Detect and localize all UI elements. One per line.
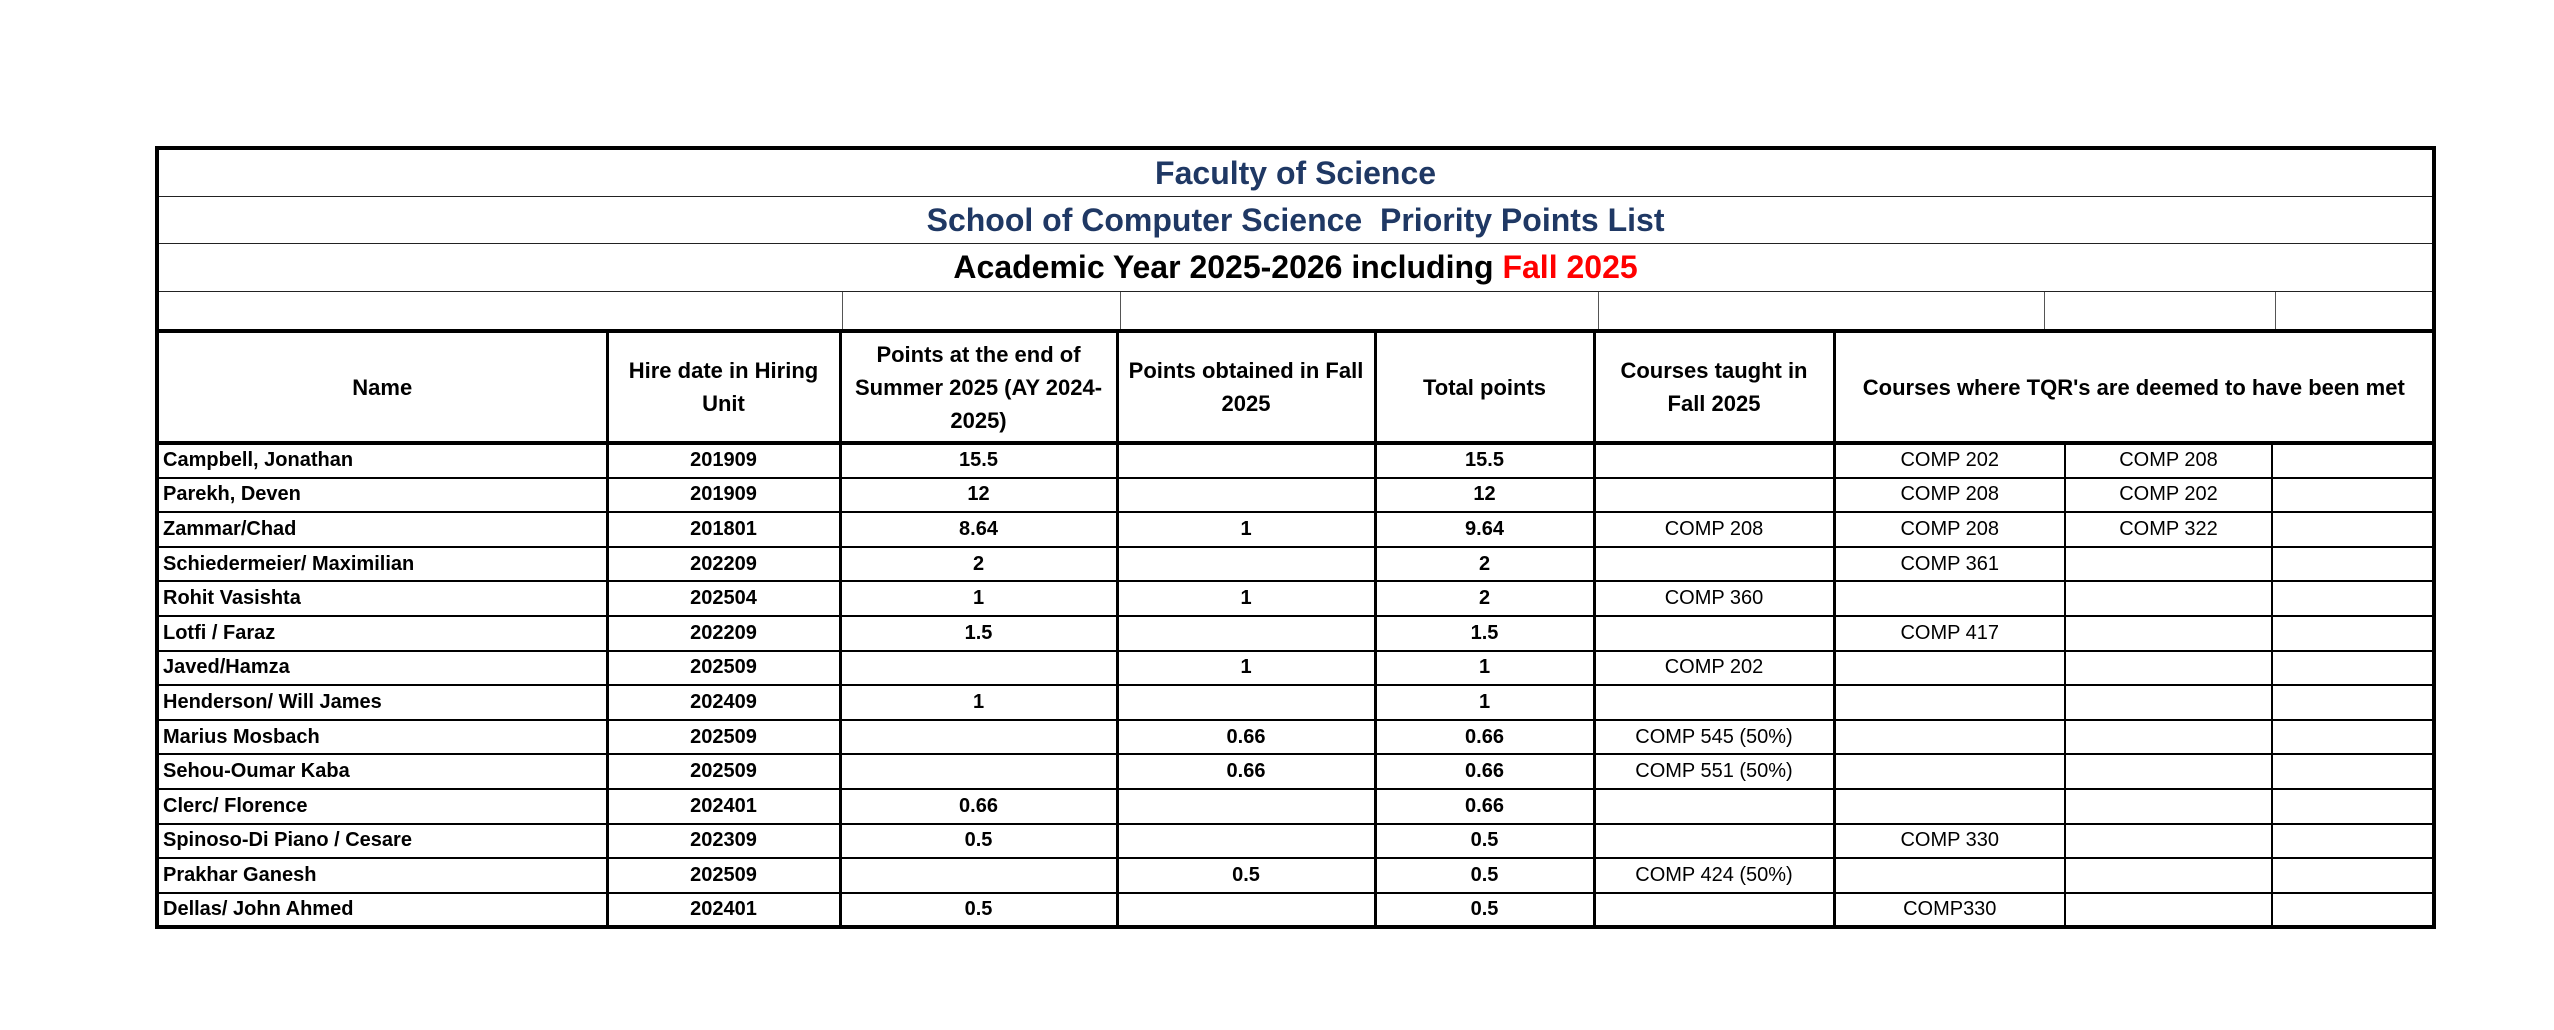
spacer-segment [1120, 292, 1598, 329]
cell-name: Henderson/ Will James [157, 685, 607, 720]
cell-points-summer [840, 754, 1117, 789]
cell-tqr1: COMP 208 [1834, 478, 2065, 513]
table-row [157, 616, 2434, 651]
cell-points-fall [1117, 824, 1375, 859]
cell-points-summer: 8.64 [840, 512, 1117, 547]
cell-tqr2 [2065, 581, 2272, 616]
cell-hire-date: 202509 [607, 651, 840, 686]
table-row [157, 893, 2434, 928]
cell-courses-taught: COMP 545 (50%) [1594, 720, 1834, 755]
cell-courses-taught [1594, 789, 1834, 824]
cell-points-summer [840, 720, 1117, 755]
cell-total: 9.64 [1375, 512, 1594, 547]
cell-points-fall: 0.66 [1117, 720, 1375, 755]
cell-tqr3 [2272, 547, 2434, 582]
header-name: Name [157, 331, 607, 443]
cell-points-fall [1117, 616, 1375, 651]
spacer-segment [1598, 292, 2044, 329]
header-total-points: Total points [1375, 331, 1594, 443]
table-row [157, 512, 2434, 547]
cell-points-summer: 15.5 [840, 443, 1117, 478]
cell-tqr3 [2272, 720, 2434, 755]
cell-tqr1: COMP 202 [1834, 443, 2065, 478]
cell-tqr2 [2065, 547, 2272, 582]
table-row [157, 651, 2434, 686]
header-courses-taught: Courses taught in Fall 2025 [1594, 331, 1834, 443]
table-row [157, 478, 2434, 513]
cell-tqr2 [2065, 824, 2272, 859]
cell-tqr1 [1834, 754, 2065, 789]
cell-tqr1 [1834, 685, 2065, 720]
cell-tqr1 [1834, 651, 2065, 686]
cell-tqr3 [2272, 651, 2434, 686]
cell-courses-taught [1594, 685, 1834, 720]
table-row [157, 443, 2434, 478]
table-row [157, 720, 2434, 755]
header-hire-date: Hire date in Hiring Unit [607, 331, 840, 443]
title-school: School of Computer Science Priority Points List [157, 197, 2434, 244]
cell-points-summer: 0.66 [840, 789, 1117, 824]
cell-tqr2 [2065, 789, 2272, 824]
cell-tqr2 [2065, 685, 2272, 720]
spacer-segment [842, 292, 1120, 329]
cell-total: 1 [1375, 651, 1594, 686]
cell-tqr3 [2272, 824, 2434, 859]
cell-total: 0.5 [1375, 824, 1594, 859]
cell-hire-date: 202209 [607, 616, 840, 651]
cell-total: 0.66 [1375, 754, 1594, 789]
cell-courses-taught [1594, 616, 1834, 651]
cell-hire-date: 201909 [607, 478, 840, 513]
cell-tqr2: COMP 202 [2065, 478, 2272, 513]
cell-tqr3 [2272, 478, 2434, 513]
cell-name: Sehou-Oumar Kaba [157, 754, 607, 789]
cell-points-summer [840, 651, 1117, 686]
cell-points-summer: 1 [840, 581, 1117, 616]
cell-total: 15.5 [1375, 443, 1594, 478]
cell-points-fall [1117, 893, 1375, 928]
title-faculty: Faculty of Science [157, 148, 2434, 197]
cell-tqr1: COMP330 [1834, 893, 2065, 928]
cell-courses-taught [1594, 824, 1834, 859]
cell-points-summer: 0.5 [840, 893, 1117, 928]
cell-courses-taught: COMP 202 [1594, 651, 1834, 686]
cell-name: Marius Mosbach [157, 720, 607, 755]
cell-points-summer: 1 [840, 685, 1117, 720]
title-fall-2025-highlight: Fall 2025 [1502, 249, 1638, 285]
cell-tqr1 [1834, 858, 2065, 893]
cell-total: 1 [1375, 685, 1594, 720]
cell-tqr1 [1834, 789, 2065, 824]
cell-hire-date: 202509 [607, 754, 840, 789]
table-row [157, 547, 2434, 582]
cell-courses-taught [1594, 478, 1834, 513]
cell-hire-date: 202509 [607, 858, 840, 893]
cell-tqr1 [1834, 720, 2065, 755]
cell-name: Javed/Hamza [157, 651, 607, 686]
cell-hire-date: 202401 [607, 789, 840, 824]
title-academic-year [157, 244, 2434, 292]
cell-tqr2 [2065, 893, 2272, 928]
cell-tqr3 [2272, 893, 2434, 928]
table-row [157, 789, 2434, 824]
cell-points-fall [1117, 443, 1375, 478]
table-row [157, 858, 2434, 893]
cell-hire-date: 201801 [607, 512, 840, 547]
spacer-segment [2044, 292, 2275, 329]
spacer-row [157, 292, 2434, 332]
cell-courses-taught [1594, 893, 1834, 928]
cell-tqr3 [2272, 789, 2434, 824]
cell-hire-date: 202209 [607, 547, 840, 582]
spacer-segment [159, 292, 842, 329]
cell-tqr2: COMP 322 [2065, 512, 2272, 547]
cell-points-fall: 0.66 [1117, 754, 1375, 789]
cell-name: Rohit Vasishta [157, 581, 607, 616]
priority-points-table [155, 146, 2436, 929]
spacer-cell [157, 292, 2434, 332]
cell-points-summer: 12 [840, 478, 1117, 513]
cell-tqr1: COMP 417 [1834, 616, 2065, 651]
table-row [157, 581, 2434, 616]
cell-hire-date: 201909 [607, 443, 840, 478]
cell-name: Schiedermeier/ Maximilian [157, 547, 607, 582]
cell-points-summer: 2 [840, 547, 1117, 582]
cell-total: 0.66 [1375, 789, 1594, 824]
cell-hire-date: 202401 [607, 893, 840, 928]
table-row [157, 824, 2434, 859]
cell-tqr2 [2065, 651, 2272, 686]
header-points-summer: Points at the end of Summer 2025 (AY 2024-2025) [840, 331, 1117, 443]
spacer-grid [159, 292, 2432, 329]
cell-tqr1: COMP 330 [1834, 824, 2065, 859]
cell-courses-taught [1594, 547, 1834, 582]
cell-courses-taught: COMP 551 (50%) [1594, 754, 1834, 789]
cell-name: Dellas/ John Ahmed [157, 893, 607, 928]
cell-points-fall: 1 [1117, 581, 1375, 616]
cell-name: Zammar/Chad [157, 512, 607, 547]
title-academic-year-text: Academic Year 2025-2026 including [953, 249, 1503, 285]
cell-name: Campbell, Jonathan [157, 443, 607, 478]
cell-tqr1: COMP 361 [1834, 547, 2065, 582]
cell-total: 0.5 [1375, 858, 1594, 893]
cell-name: Spinoso-Di Piano / Cesare [157, 824, 607, 859]
cell-points-summer: 0.5 [840, 824, 1117, 859]
header-points-fall: Points obtained in Fall 2025 [1117, 331, 1375, 443]
cell-total: 12 [1375, 478, 1594, 513]
table-row [157, 685, 2434, 720]
cell-points-fall [1117, 685, 1375, 720]
cell-hire-date: 202504 [607, 581, 840, 616]
cell-tqr2 [2065, 720, 2272, 755]
header-tqr-courses: Courses where TQR's are deemed to have been met [1834, 331, 2434, 443]
cell-hire-date: 202509 [607, 720, 840, 755]
cell-points-fall: 0.5 [1117, 858, 1375, 893]
cell-tqr1 [1834, 581, 2065, 616]
cell-points-fall [1117, 478, 1375, 513]
cell-tqr2 [2065, 616, 2272, 651]
title-row-faculty [157, 148, 2434, 197]
cell-points-summer: 1.5 [840, 616, 1117, 651]
cell-name: Prakhar Ganesh [157, 858, 607, 893]
cell-tqr3 [2272, 581, 2434, 616]
cell-total: 2 [1375, 547, 1594, 582]
table-body [157, 443, 2434, 927]
title-row-school [157, 197, 2434, 244]
cell-name: Lotfi / Faraz [157, 616, 607, 651]
cell-points-fall [1117, 789, 1375, 824]
cell-points-fall [1117, 547, 1375, 582]
table-row [157, 754, 2434, 789]
cell-tqr1: COMP 208 [1834, 512, 2065, 547]
cell-name: Parekh, Deven [157, 478, 607, 513]
cell-total: 0.66 [1375, 720, 1594, 755]
cell-courses-taught: COMP 360 [1594, 581, 1834, 616]
cell-total: 1.5 [1375, 616, 1594, 651]
cell-tqr3 [2272, 512, 2434, 547]
cell-tqr2 [2065, 754, 2272, 789]
cell-tqr3 [2272, 685, 2434, 720]
title-row-academic-year [157, 244, 2434, 292]
cell-name: Clerc/ Florence [157, 789, 607, 824]
cell-tqr3 [2272, 616, 2434, 651]
cell-tqr3 [2272, 443, 2434, 478]
cell-tqr2: COMP 208 [2065, 443, 2272, 478]
cell-hire-date: 202309 [607, 824, 840, 859]
cell-total: 2 [1375, 581, 1594, 616]
cell-tqr3 [2272, 858, 2434, 893]
cell-courses-taught [1594, 443, 1834, 478]
cell-points-fall: 1 [1117, 651, 1375, 686]
cell-hire-date: 202409 [607, 685, 840, 720]
cell-points-fall: 1 [1117, 512, 1375, 547]
cell-tqr3 [2272, 754, 2434, 789]
cell-points-summer [840, 858, 1117, 893]
cell-courses-taught: COMP 424 (50%) [1594, 858, 1834, 893]
spacer-segment [2275, 292, 2432, 329]
header-row [157, 331, 2434, 443]
cell-courses-taught: COMP 208 [1594, 512, 1834, 547]
cell-total: 0.5 [1375, 893, 1594, 928]
cell-tqr2 [2065, 858, 2272, 893]
